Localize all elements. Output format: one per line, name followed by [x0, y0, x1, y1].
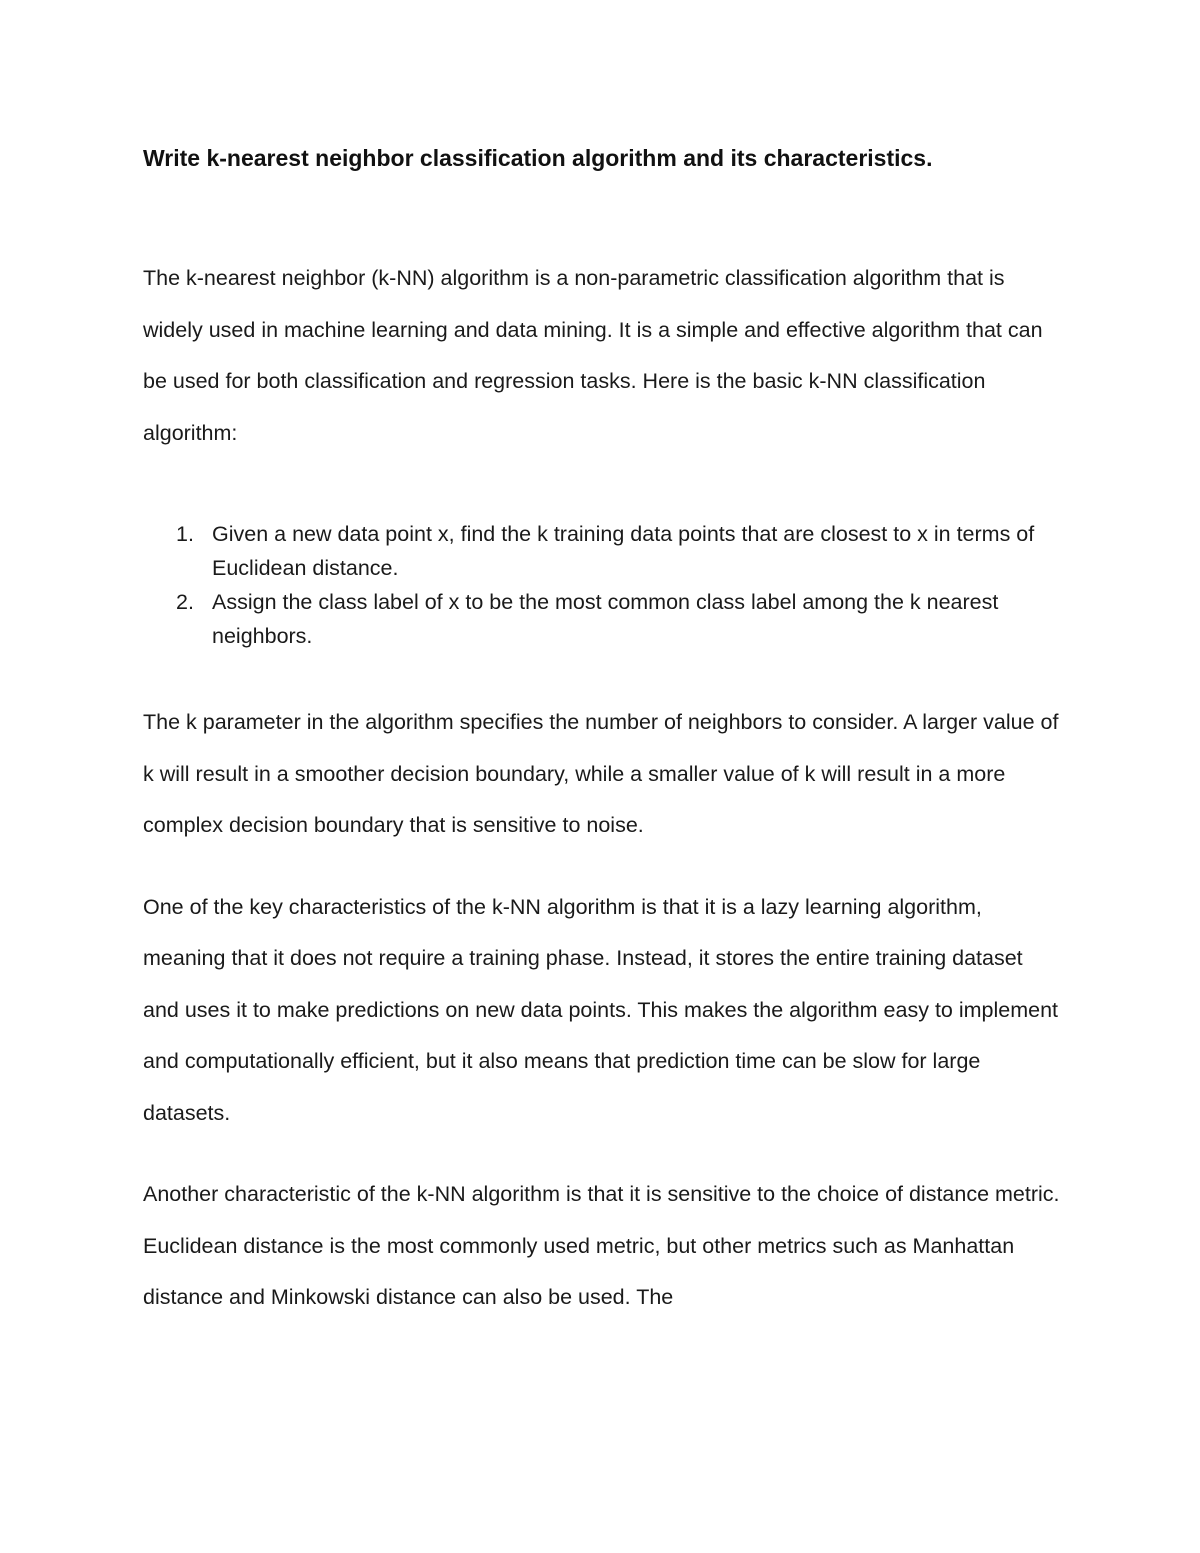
algorithm-step — [143, 585, 1063, 653]
document-body — [143, 138, 1063, 1324]
step-number: 1. — [176, 522, 194, 546]
step-text: Assign the class label of x to be the most common class label among the k nearest neighbors. — [212, 590, 999, 648]
algorithm-step — [143, 517, 1063, 585]
step-text: Given a new data point x, find the k training data points that are closest to x in terms of Euclidean distance. — [212, 522, 1035, 580]
k-parameter-paragraph: The k parameter in the algorithm specifies the number of neighbors to consider. A larger value of k will result in a smoother decision boundary, while a smaller value of k will result in a more complex decision boundary that is sensitive to noise. — [143, 710, 1059, 837]
algorithm-steps-list — [143, 517, 1063, 653]
document-title: Write k-nearest neighbor classification algorithm and its characteristics. — [143, 145, 933, 171]
lazy-learning-paragraph: One of the key characteristics of the k-NN algorithm is that it is a lazy learning algorithm, meaning that it does not require a training phase. Instead, it stores the entire training dataset and uses it to make predictions on new data points. This makes the algorithm easy to implement and computationally efficient, but it also means that prediction time can be slow for large datasets. — [143, 894, 1059, 1125]
step-number: 2. — [176, 590, 194, 614]
distance-metric-paragraph: Another characteristic of the k-NN algorithm is that it is sensitive to the choice of distance metric. Euclidean distance is the most commonly used metric, but other metrics such as Manhattan distance and Minkowski distance can also be used. The — [143, 1182, 1060, 1309]
intro-paragraph: The k-nearest neighbor (k-NN) algorithm is a non-parametric classification algorithm that is widely used in machine learning and data mining. It is a simple and effective algorithm that can be used for both classification and regression tasks. Here is the basic k-NN classification algorithm: — [143, 266, 1043, 445]
